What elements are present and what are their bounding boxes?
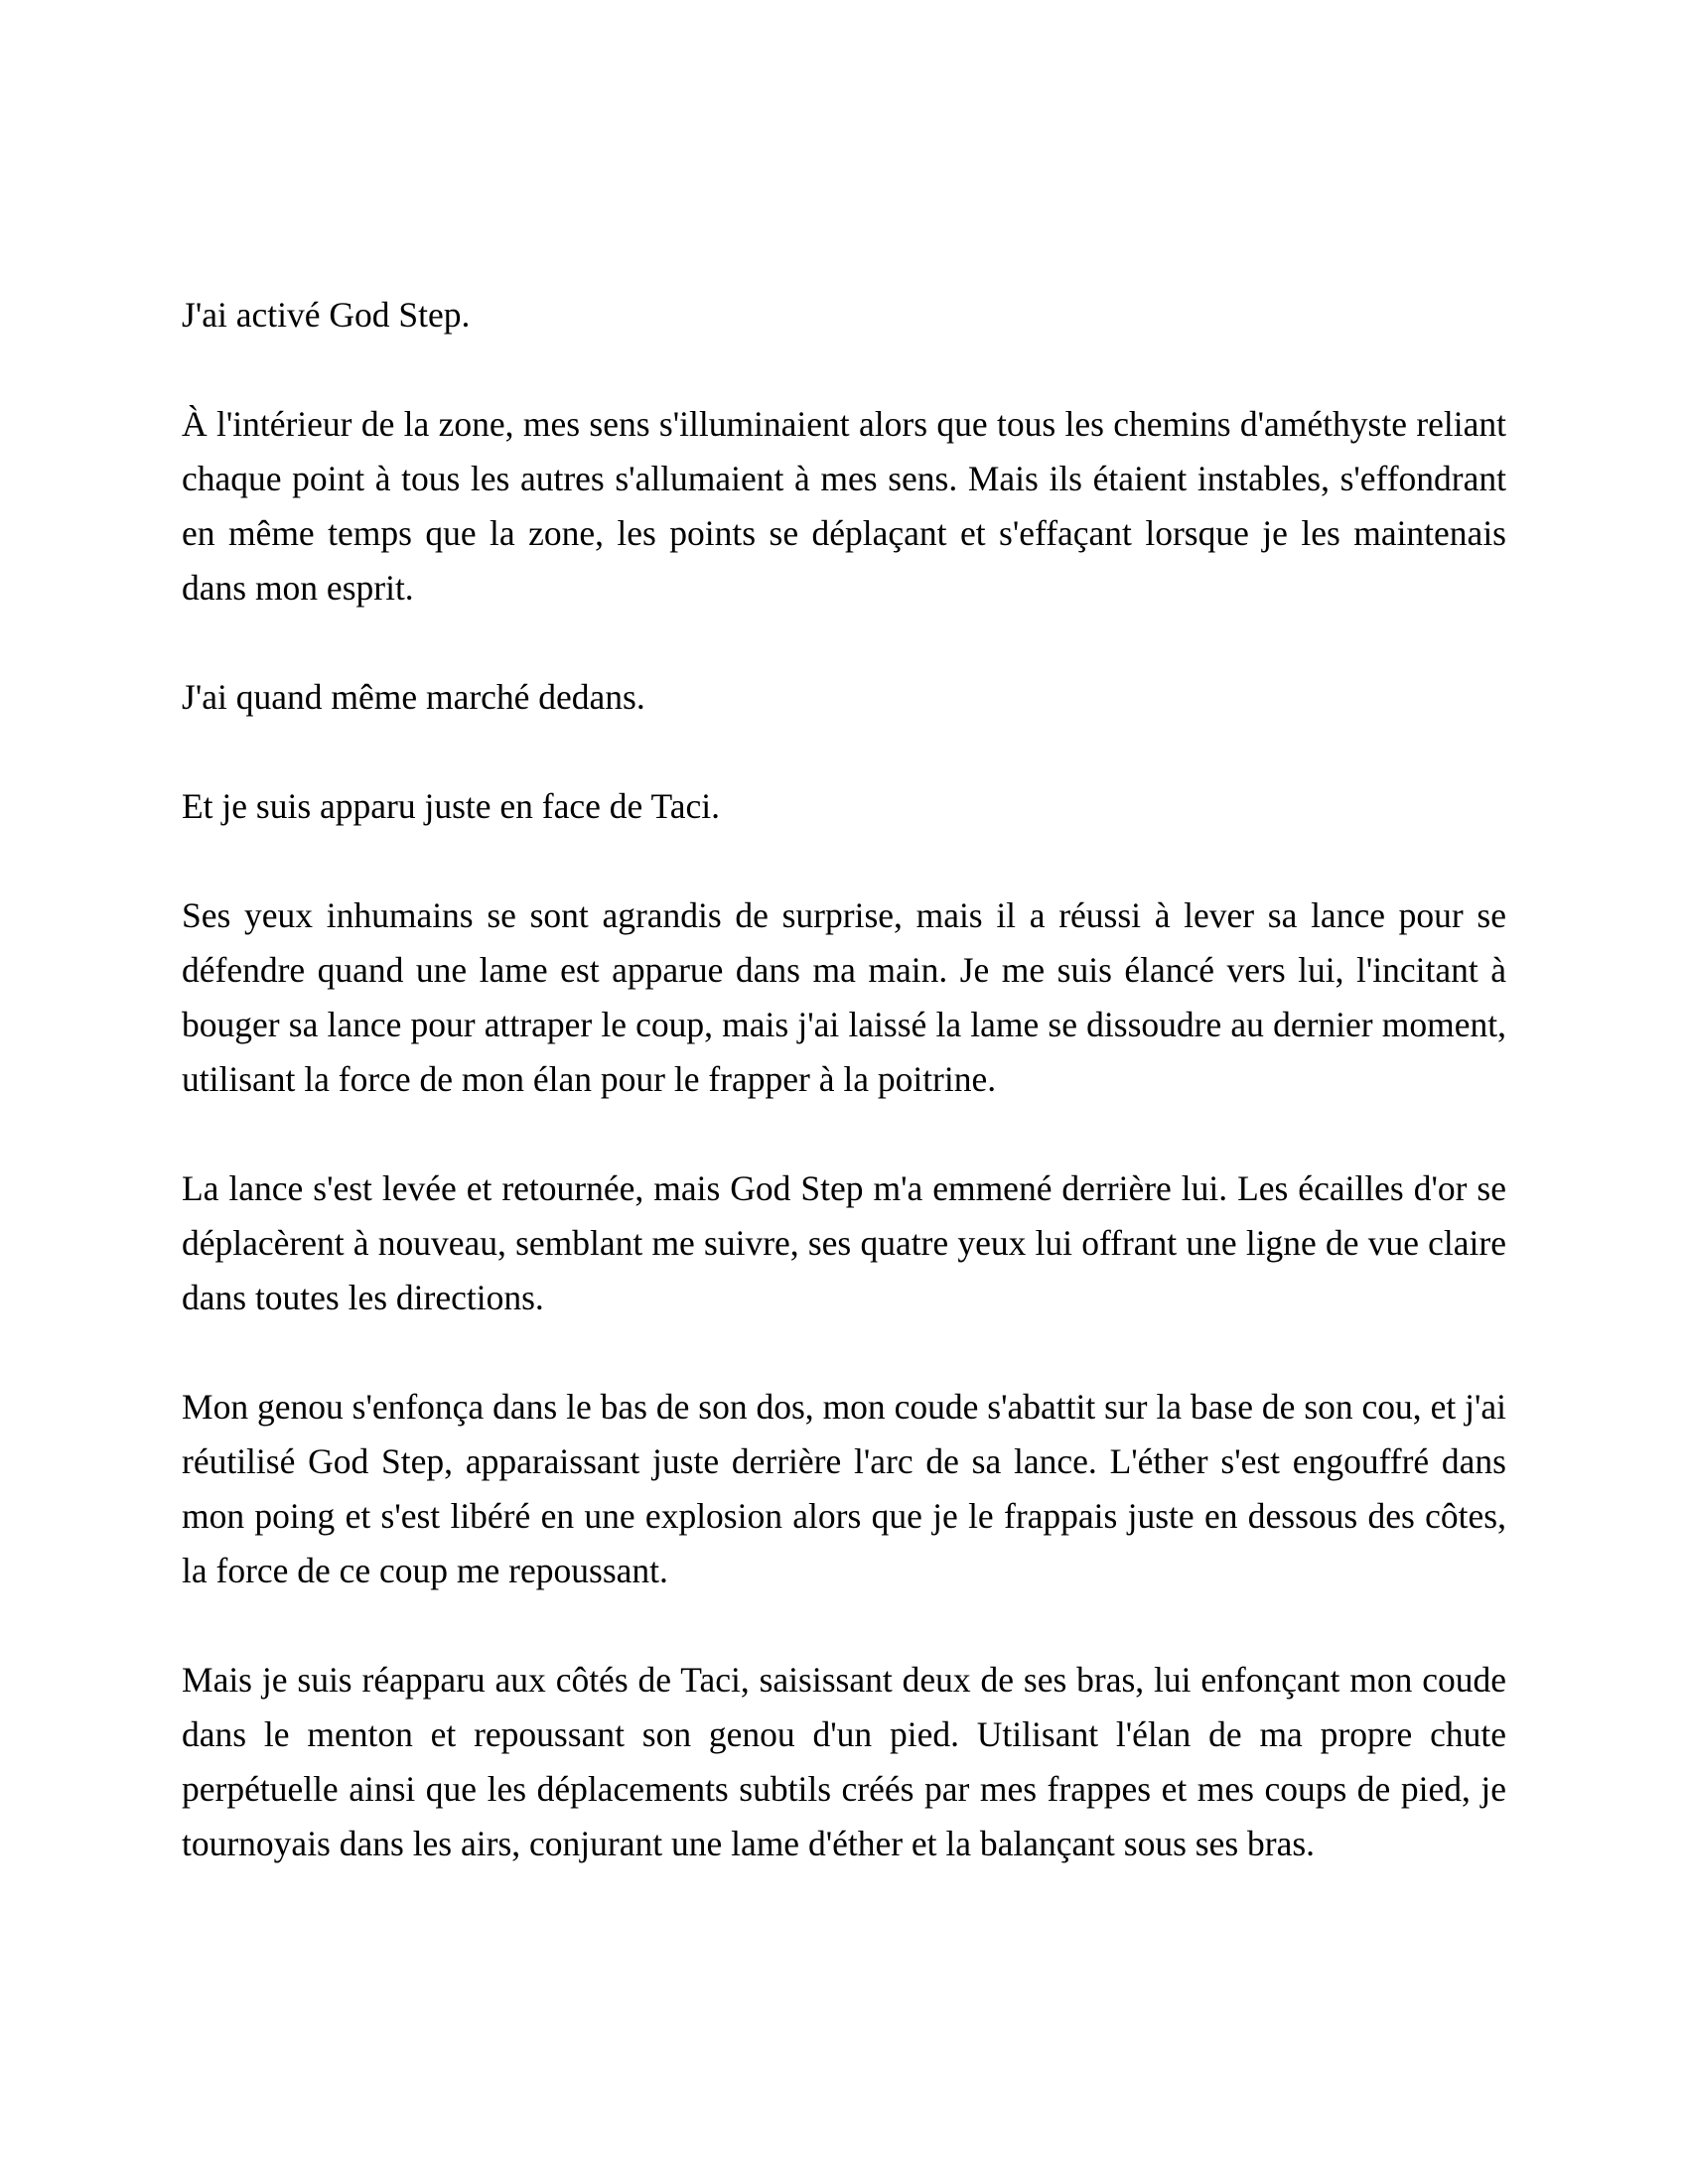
paragraph: Ses yeux inhumains se sont agrandis de surprise, mais il a réussi à lever sa lance pour se défendre quand une lame est apparue dans ma main. Je me suis élancé vers lui, l'incitant à bouger sa lance pour attraper le coup, mais j'ai laissé la lame se dissoudre au dernier moment, utilisant la force de mon élan pour le frapper à la poitrine. — [182, 895, 1506, 1099]
document-page — [182, 288, 1506, 1926]
paragraph: J'ai quand même marché dedans. — [182, 677, 645, 717]
paragraph: À l'intérieur de la zone, mes sens s'illuminaient alors que tous les chemins d'améthyste reliant chaque point à tous les autres s'allumaient à mes sens. Mais ils étaient instables, s'effondrant en même temps que la zone, les points se déplaçant et s'effaçant lorsque je les maintenais dans mon esprit. — [182, 404, 1506, 608]
paragraph: Et je suis apparu juste en face de Taci. — [182, 786, 720, 826]
paragraph: Mais je suis réapparu aux côtés de Taci, saisissant deux de ses bras, lui enfonçant mon coude dans le menton et repoussant son genou d'un pied. Utilisant l'élan de ma propre chute perpétuelle ainsi que les déplacements subtils créés par mes frappes et mes coups de pied, je tournoyais dans les airs, conjurant une lame d'éther et la balançant sous ses bras. — [182, 1660, 1506, 1863]
paragraph: Mon genou s'enfonça dans le bas de son dos, mon coude s'abattit sur la base de son cou, et j'ai réutilisé God Step, apparaissant juste derrière l'arc de sa lance. L'éther s'est engouffré dans mon poing et s'est libéré en une explosion alors que je le frappais juste en dessous des côtes, la force de ce coup me repoussant. — [182, 1387, 1506, 1590]
paragraph: J'ai activé God Step. — [182, 295, 471, 335]
paragraph: La lance s'est levée et retournée, mais God Step m'a emmené derrière lui. Les écailles d'or se déplacèrent à nouveau, semblant me suivre, ses quatre yeux lui offrant une ligne de vue claire dans toutes les directions. — [182, 1168, 1506, 1317]
